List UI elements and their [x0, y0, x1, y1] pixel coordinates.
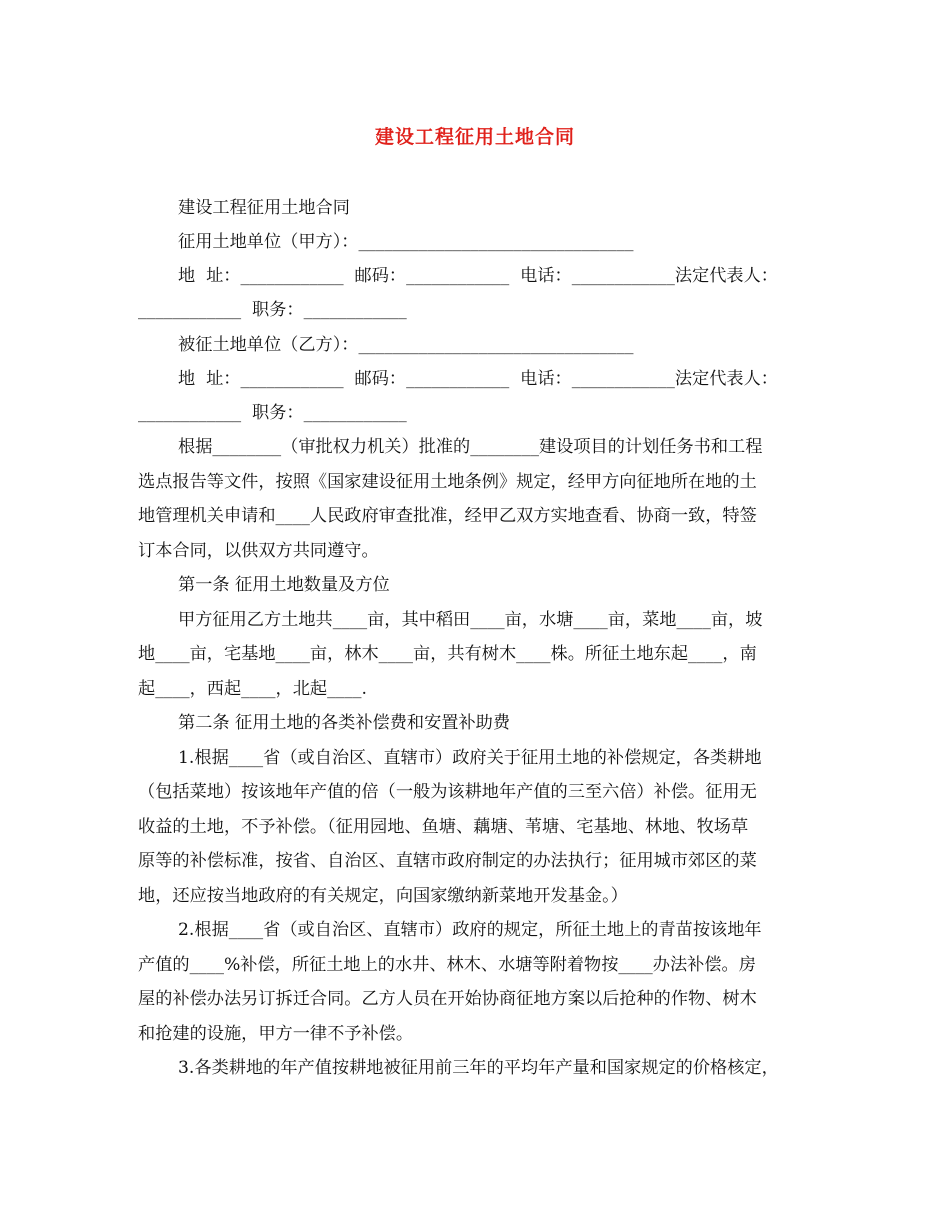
clause-1-line-2: （包括菜地）按该地年产值的倍（一般为该耕地年产值的三至六倍）补偿。征用无: [138, 782, 757, 802]
page-title: 建设工程征用土地合同: [374, 126, 575, 148]
article-1-line-1: 甲方征用乙方土地共____亩，其中稻田____亩，水塘____亩，菜地____亩，坡: [178, 610, 763, 630]
clause-3-line-1: 3.各类耕地的年产值按耕地被征用前三年的平均年产量和国家规定的价格核定，: [178, 1058, 779, 1078]
party-a-contact: 地 址：____________ 邮码：____________ 电话：____________法定代表人：: [178, 266, 778, 286]
party-b-position: ____________ 职务：____________: [138, 403, 407, 423]
article-1-line-3: 起____，西起____，北起____.: [138, 679, 367, 699]
clause-2-line-2: 产值的____%补偿，所征土地上的水井、林木、水塘等附着物按____办法补偿。房: [138, 955, 756, 975]
doc-heading: 建设工程征用土地合同: [178, 198, 350, 218]
clause-1-line-5: 地，还应按当地政府的有关规定，向国家缴纳新菜地开发基金。）: [138, 886, 628, 906]
preamble-line-3: 地管理机关申请和____人民政府审查批准，经甲乙双方实地查看、协商一致，特签: [138, 506, 757, 526]
clause-2-line-1: 2.根据____省（或自治区、直辖市）政府的规定，所征土地上的青苗按该地年: [178, 920, 762, 940]
preamble-line-1: 根据________（审批权力机关）批准的________建设项目的计划任务书和工程: [178, 437, 763, 457]
article-1-line-2: 地____亩，宅基地____亩，林木____亩，共有树木____株。所征土地东起____，南: [138, 644, 757, 664]
preamble-line-2: 选点报告等文件，按照《国家建设征用土地条例》规定，经甲方向征地所在地的土: [138, 472, 757, 492]
article-1-heading: 第一条 征用土地数量及方位: [178, 575, 390, 595]
clause-1-line-3: 收益的土地，不予补偿。（征用园地、鱼塘、藕塘、苇塘、宅基地、林地、牧场草: [138, 817, 749, 837]
preamble-line-4: 订本合同，以供双方共同遵守。: [138, 541, 379, 561]
party-a-position: ____________ 职务：____________: [138, 300, 407, 320]
clause-2-line-4: 和抢建的设施，甲方一律不予补偿。: [138, 1024, 414, 1044]
clause-1-line-1: 1.根据____省（或自治区、直辖市）政府关于征用土地的补偿规定，各类耕地: [178, 748, 762, 768]
party-a-unit: 征用土地单位（甲方）：________________________________: [178, 232, 634, 252]
article-2-heading: 第二条 征用土地的各类补偿费和安置补助费: [178, 713, 511, 733]
clause-1-line-4: 原等的补偿标准，按省、自治区、直辖市政府制定的办法执行；征用城市郊区的菜: [138, 851, 757, 871]
clause-2-line-3: 屋的补偿办法另订拆迁合同。乙方人员在开始协商征地方案以后抢种的作物、树木: [138, 989, 757, 1009]
party-b-contact: 地 址：____________ 邮码：____________ 电话：____________法定代表人：: [178, 369, 778, 389]
party-b-unit: 被征土地单位（乙方）：________________________________: [178, 335, 634, 355]
